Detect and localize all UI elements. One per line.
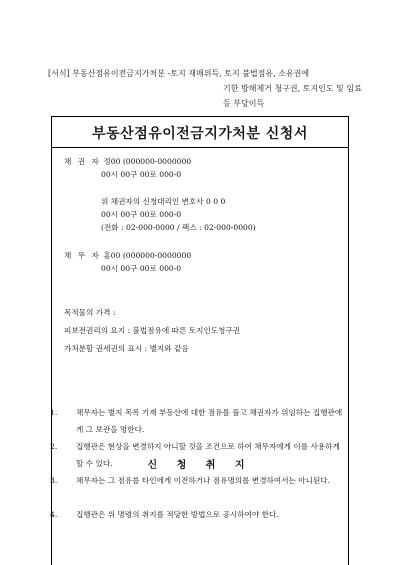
list-item (50, 438, 343, 472)
list-item (50, 472, 343, 489)
creditor-address: 00시 00구 00로 000-0 (101, 170, 182, 179)
item-text: 채무자는 별지 목록 기재 부동산에 대한 점유를 풀고 채권자가 위임하는 집행관에게 그 보관을 명한다. (76, 408, 343, 434)
item-text: 채무자는 그 점유를 타인에게 이전하거나 점유명의를 변경하여서는 아니된다. (76, 476, 331, 485)
caption-line-2: 기한 방해제거 청구권, 토지인도 및 임료 (223, 84, 362, 93)
document-title: 부동산점유이전금지가처분 신청서 (92, 126, 308, 142)
object-value: 목적물의 가격 : (64, 308, 116, 317)
agent-address: 00시 00구 00로 000-0 (101, 210, 182, 219)
form-caption (48, 66, 368, 111)
title-divider (52, 147, 348, 148)
creditor-row (64, 157, 191, 167)
section-title: 신 청 취 지 (147, 460, 253, 471)
creditor-agent: 위 채권자의 신청대리인 변호사 0 0 0 (101, 197, 226, 206)
protected-right: 피보전권리의 요지 : 불법점유에 따른 토지인도청구권 (64, 326, 241, 335)
list-item (50, 506, 343, 523)
item-number: 4. (50, 510, 58, 519)
caption-line-3: 등 부당이득 (223, 99, 265, 108)
item-number: 3. (50, 476, 58, 485)
debtor-name: 홍00 (000000-0000000 (103, 251, 192, 260)
right-display: 가처분할 권세권의 표시 : 별지와 같음 (64, 344, 189, 353)
creditor-label: 채 권 자 (64, 157, 101, 166)
agent-contact: (전화 : 02-000-0000 / 팩스 : 02-000-0000) (101, 223, 256, 232)
item-text: 집행관은 현상을 변경하지 아니할 것을 조건으로 하여 채무자에게 이를 사용하게 할 수 있다. (76, 442, 340, 468)
debtor-address: 00시 00구 00로 000-0 (101, 264, 182, 273)
application-form (51, 116, 349, 565)
item-number: 1. (50, 408, 58, 417)
list-item (50, 404, 343, 438)
caption-head: [서식] 부동산점유이전금지가처분 - (48, 69, 171, 78)
debtor-label: 채 무 자 (64, 251, 101, 260)
item-text: 집행관은 위 명령의 취지를 적당한 방법으로 공시하여야 한다. (76, 510, 279, 519)
item-number: 2. (50, 442, 58, 451)
debtor-row (64, 251, 191, 261)
creditor-name: 정00 (000000-0000000 (103, 157, 192, 166)
caption-line-1: 토지 재매위득, 토지 불법점유, 소유권에 (170, 69, 310, 78)
